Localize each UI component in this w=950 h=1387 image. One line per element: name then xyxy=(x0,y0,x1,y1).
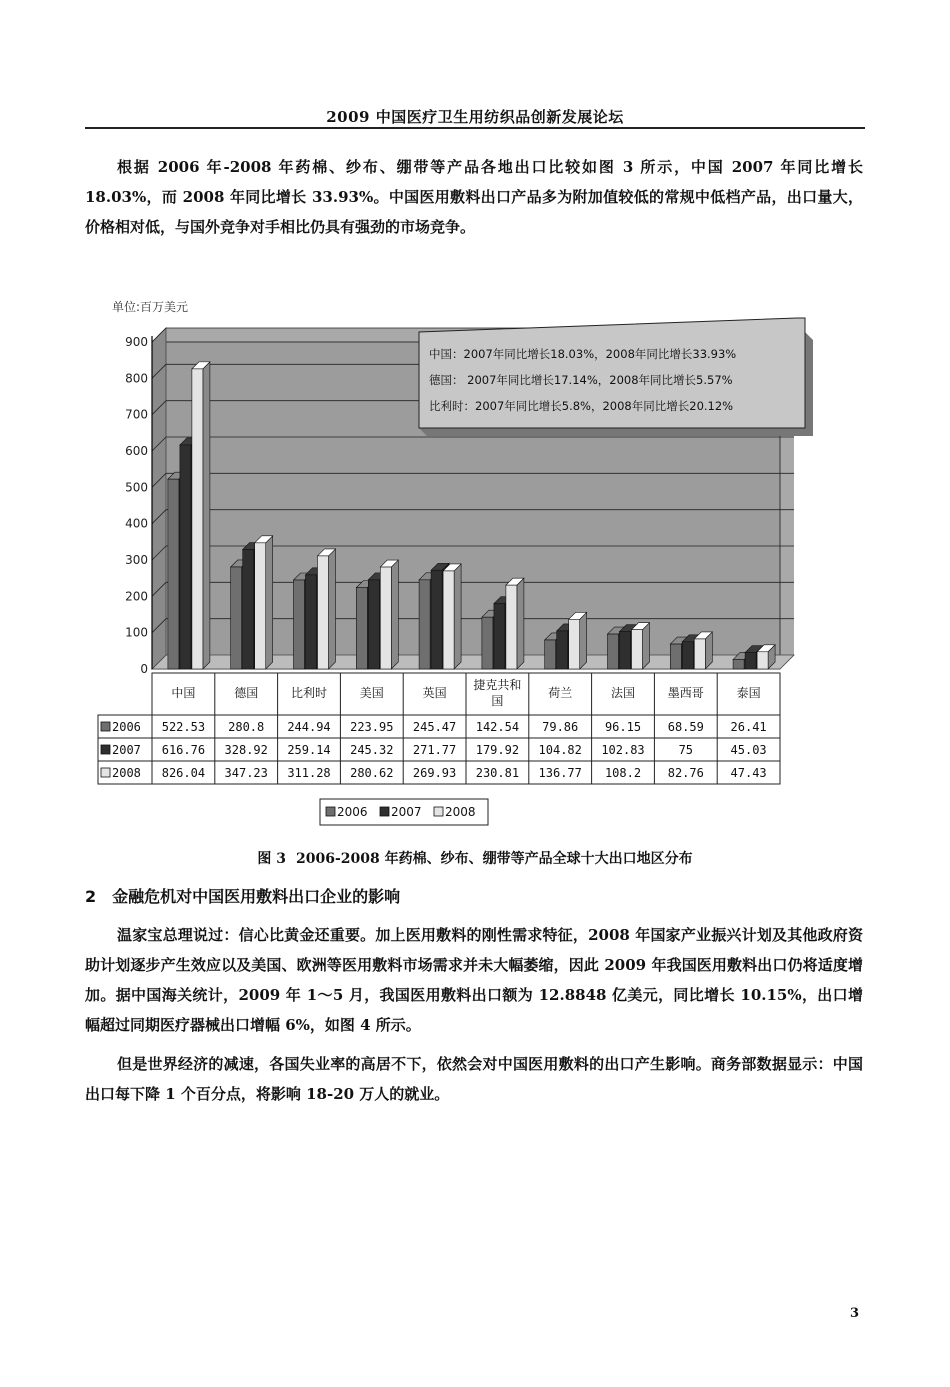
category-label: 荷兰 xyxy=(548,686,573,700)
data-label: 616.76 xyxy=(161,743,206,757)
legend-swatch xyxy=(326,807,335,816)
annotation-line: 德国： 2007年同比增长17.14%，2008年同比增长5.57% xyxy=(429,373,733,387)
bar-side xyxy=(391,560,398,669)
data-label: 142.54 xyxy=(475,720,520,734)
bar-face xyxy=(306,575,317,669)
y-tick-label: 600 xyxy=(125,444,148,458)
table-series-label: 2007 xyxy=(112,743,141,757)
data-label: 104.82 xyxy=(538,743,582,757)
bar-2008-2 xyxy=(255,536,273,669)
bar-side xyxy=(580,612,587,669)
category-label: 法国 xyxy=(610,686,636,700)
category-label: 中国 xyxy=(171,686,196,700)
bar-side xyxy=(643,623,650,669)
y-tick-label: 900 xyxy=(125,335,148,349)
bar-face xyxy=(243,549,254,669)
paragraph-1: 根据 2006 年-2008 年药棉、纱布、绷带等产品各地出口比较如图 3 所示，中国 2007 年同比增长 18.03%，而 2008 年同比增长 33.93%。中国医用敷料出口产品多为附加值较低的常规中低档产品，出口量大，价格相对低，与国外竞争对手相比仍具有强劲的市场竞争。 xyxy=(85,158,863,236)
bar-side xyxy=(454,564,461,669)
category-label: 墨西哥 xyxy=(667,686,704,700)
figure-number: 图 3 xyxy=(257,851,286,867)
page-number: 3 xyxy=(850,1306,860,1321)
table-series-label: 2006 xyxy=(112,720,141,734)
data-label: 826.04 xyxy=(161,766,206,780)
bar-face xyxy=(557,631,568,669)
bar-face xyxy=(632,630,643,669)
legend-swatch xyxy=(380,807,389,816)
chart-side-wall xyxy=(152,328,166,669)
y-tick-label: 800 xyxy=(125,371,148,386)
bar-face xyxy=(608,634,619,669)
bar-face xyxy=(431,570,442,669)
chart-unit-label: 单位:百万美元 xyxy=(112,300,189,314)
bar-2008-1 xyxy=(192,362,210,669)
legend-swatch xyxy=(434,807,443,816)
data-label: 26.41 xyxy=(730,720,767,734)
category-label: 比利时 xyxy=(290,686,328,700)
data-label: 230.81 xyxy=(475,766,520,780)
bar-face xyxy=(180,445,191,669)
bar-face xyxy=(419,580,430,669)
data-label: 259.14 xyxy=(287,743,331,757)
data-label: 75 xyxy=(678,743,694,757)
data-label: 45.03 xyxy=(730,743,767,757)
data-label: 280.62 xyxy=(350,766,394,780)
y-tick-label: 500 xyxy=(125,480,148,495)
bar-face xyxy=(356,588,367,669)
paragraph-3: 但是世界经济的减速，各国失业率的高居不下，依然会对中国医用敷料的出口产生影响。商务部数据显示：中国出口每下降 1 个百分点，将影响 18-20 万人的就业。 xyxy=(85,1055,863,1103)
bar-face xyxy=(294,580,305,669)
category-label: 泰国 xyxy=(736,686,761,700)
section-heading xyxy=(85,884,400,907)
table-series-swatch xyxy=(101,722,110,731)
category-label-cont: 国 xyxy=(491,694,504,708)
data-label: 244.94 xyxy=(287,720,331,734)
figure-caption-text: 2006-2008 年药棉、纱布、绷带等产品全球十大出口地区分布 xyxy=(296,851,693,867)
bar-face xyxy=(255,543,266,669)
data-label: 108.2 xyxy=(604,766,642,780)
table-series-label: 2008 xyxy=(112,766,141,780)
bar-face xyxy=(192,369,203,669)
bar-face xyxy=(368,580,379,669)
bar-face xyxy=(318,556,329,669)
bar-2008-3 xyxy=(318,549,336,669)
bar-face xyxy=(569,619,580,669)
data-label: 102.83 xyxy=(601,743,645,757)
data-label: 347.23 xyxy=(224,766,268,780)
data-label: 47.43 xyxy=(730,766,767,780)
bar-face xyxy=(231,567,242,669)
y-tick-label: 400 xyxy=(125,516,148,531)
category-label: 美国 xyxy=(359,686,384,700)
data-label: 96.15 xyxy=(604,720,642,734)
data-label: 68.59 xyxy=(667,720,704,734)
bar-face xyxy=(757,652,768,669)
annotation-line: 中国：2007年同比增长18.03%，2008年同比增长33.93% xyxy=(429,347,737,361)
y-tick-label: 700 xyxy=(125,407,148,422)
data-label: 328.92 xyxy=(224,743,268,757)
bar-side xyxy=(517,578,524,669)
category-label: 捷克共和 xyxy=(473,678,522,692)
data-label: 82.76 xyxy=(667,766,704,780)
bar-face xyxy=(168,479,179,669)
y-tick-label: 100 xyxy=(125,625,148,640)
data-label: 271.77 xyxy=(412,743,457,757)
bar-2008-7 xyxy=(569,612,587,669)
data-label: 136.77 xyxy=(538,766,582,780)
table-series-swatch xyxy=(101,745,110,754)
bar-2008-8 xyxy=(632,623,650,669)
data-label: 179.92 xyxy=(475,743,520,757)
annotation-line: 比利时：2007年同比增长5.8%，2008年同比增长20.12% xyxy=(429,399,734,413)
bar-side xyxy=(329,549,336,669)
bar-face xyxy=(482,617,493,669)
section-title: 金融危机对中国医用敷料出口企业的影响 xyxy=(112,887,401,906)
legend-label: 2006 xyxy=(337,805,368,819)
data-label: 79.86 xyxy=(542,720,579,734)
bar-side xyxy=(203,362,210,669)
category-label: 英国 xyxy=(422,686,447,700)
bar-side xyxy=(266,536,273,669)
bar-face xyxy=(733,659,744,669)
bar-face xyxy=(694,639,705,669)
paragraph-2: 温家宝总理说过：信心比黄金还重要。加上医用敷料的刚性需求特征，2008 年国家产业振兴计划及其他政府资助计划逐步产生效应以及美国、欧洲等医用敷料市场需求并未大幅萎缩，因此 2009 年我国医用敷料出口仍将适度增加。据中国海关统计，2009 年 1～5 月，我国医用敷料出口额为 12.8848 亿美元，同比增长 10.15%，出口增幅超过同期医疗器械出口增幅 6%，如图 4 所示。 xyxy=(85,926,863,1034)
data-label: 245.47 xyxy=(412,720,457,734)
bar-face xyxy=(682,642,693,669)
category-label: 德国 xyxy=(234,686,259,700)
bar-face xyxy=(620,632,631,669)
data-label: 311.28 xyxy=(287,766,331,780)
legend-label: 2008 xyxy=(445,805,476,819)
bar-2008-6 xyxy=(506,578,524,669)
bar-2008-9 xyxy=(694,632,712,669)
legend-label: 2007 xyxy=(391,805,422,819)
y-tick-label: 300 xyxy=(125,553,148,567)
data-label: 245.32 xyxy=(350,743,394,757)
y-tick-label: 200 xyxy=(125,589,148,604)
bar-face xyxy=(670,644,681,669)
bar-face xyxy=(494,604,505,669)
data-label: 522.53 xyxy=(161,720,206,734)
bar-face xyxy=(380,567,391,669)
data-label: 223.95 xyxy=(350,720,394,734)
figure-caption xyxy=(85,848,865,868)
bar-2008-5 xyxy=(443,564,461,669)
y-tick-label: 0 xyxy=(140,662,148,676)
section-number: 2 xyxy=(85,887,97,906)
bar-face xyxy=(443,571,454,669)
bar-face xyxy=(545,640,556,669)
data-label: 280.8 xyxy=(228,720,265,734)
running-header: 2009 中国医疗卫生用纺织品创新发展论坛 xyxy=(326,108,624,126)
table-series-swatch xyxy=(101,768,110,777)
bar-face xyxy=(745,653,756,669)
bar-face xyxy=(506,585,517,669)
data-label: 269.93 xyxy=(412,766,457,780)
bar-2008-4 xyxy=(380,560,398,669)
